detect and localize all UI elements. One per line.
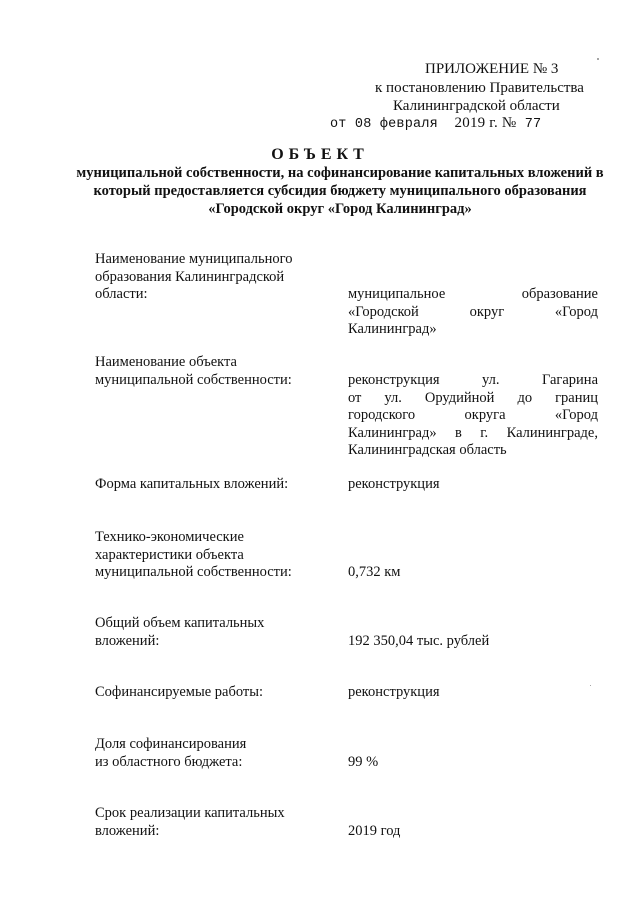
label-line: Софинансируемые работы:	[95, 684, 263, 700]
value-line: 99 %	[348, 754, 379, 770]
row-value-cofinancing-share	[348, 754, 598, 772]
label-line: муниципальной собственности:	[95, 371, 292, 388]
value-line: Калининградская область	[348, 442, 507, 458]
appendix-date-line	[330, 114, 541, 134]
appendix-region-line: Калининградской области	[393, 98, 560, 114]
label-line: Доля софинансирования	[95, 736, 247, 752]
row-value-characteristics	[348, 564, 598, 582]
row-label-characteristics	[95, 529, 320, 582]
value-line: 0,732 км	[348, 564, 401, 580]
row-label-cofinanced-works	[95, 684, 320, 702]
row-value-cofinanced-works	[348, 684, 598, 702]
value-line: реконструкция ул. Гагарина	[348, 372, 598, 388]
value-line: муниципальное образование	[348, 286, 598, 302]
scan-speck	[590, 685, 591, 686]
value-line: «Городской округ «Город	[348, 303, 598, 320]
value-line: 192 350,04 тыс. рублей	[348, 633, 490, 649]
row-label-investment-form	[95, 476, 320, 494]
appendix-reference-line: к постановлению Правительства	[375, 80, 584, 96]
row-label-total-volume	[95, 615, 320, 650]
row-value-municipality	[348, 286, 598, 339]
document-title: ОБЪЕКТ	[271, 146, 369, 163]
value-line: от ул. Орудийной до границ	[348, 389, 598, 406]
value-line: городского округа «Город	[348, 407, 598, 423]
label-line: образования Калининградской	[95, 268, 285, 285]
label-line: области:	[95, 286, 148, 302]
date-year: 2019 г. №	[454, 115, 517, 131]
value-line: 2019 год	[348, 823, 401, 839]
value-line: реконструкция	[348, 476, 440, 492]
appendix-title: ПРИЛОЖЕНИЕ № 3	[425, 61, 559, 77]
label-line: Наименование объекта	[95, 354, 237, 370]
label-line: муниципальной собственности:	[95, 564, 292, 580]
row-label-implementation-period	[95, 805, 320, 840]
value-line: реконструкция	[348, 684, 440, 700]
value-line: Калининград»	[348, 321, 437, 337]
scan-speck	[597, 58, 599, 60]
label-line: вложений:	[95, 822, 160, 839]
label-line: вложений:	[95, 632, 160, 649]
row-value-implementation-period	[348, 823, 598, 841]
label-line: Общий объем капитальных	[95, 615, 265, 631]
value-line: Калининград» в г. Калининграде,	[348, 424, 598, 441]
label-line: Технико-экономические	[95, 529, 244, 545]
document-subtitle: муниципальной собственности, на софинансирование капитальных вложений в который предоставляется субсидия бюджету муниципального образования «Городской округ «Город Калининград»	[76, 165, 604, 217]
label-line: Наименование муниципального	[95, 251, 293, 267]
label-line: характеристики объекта	[95, 546, 244, 563]
label-line: Срок реализации капитальных	[95, 805, 285, 821]
row-label-object	[95, 354, 320, 389]
row-value-object	[348, 372, 598, 460]
row-value-investment-form	[348, 476, 598, 494]
row-value-total-volume	[348, 633, 598, 651]
document-number: 77	[524, 117, 542, 132]
label-line: из областного бюджета:	[95, 753, 243, 770]
row-label-municipality	[95, 251, 320, 304]
date-day-month: 08 февраля	[354, 117, 438, 132]
label-line: Форма капитальных вложений:	[95, 476, 289, 492]
row-label-cofinancing-share	[95, 736, 320, 771]
date-prefix: от	[330, 117, 347, 132]
